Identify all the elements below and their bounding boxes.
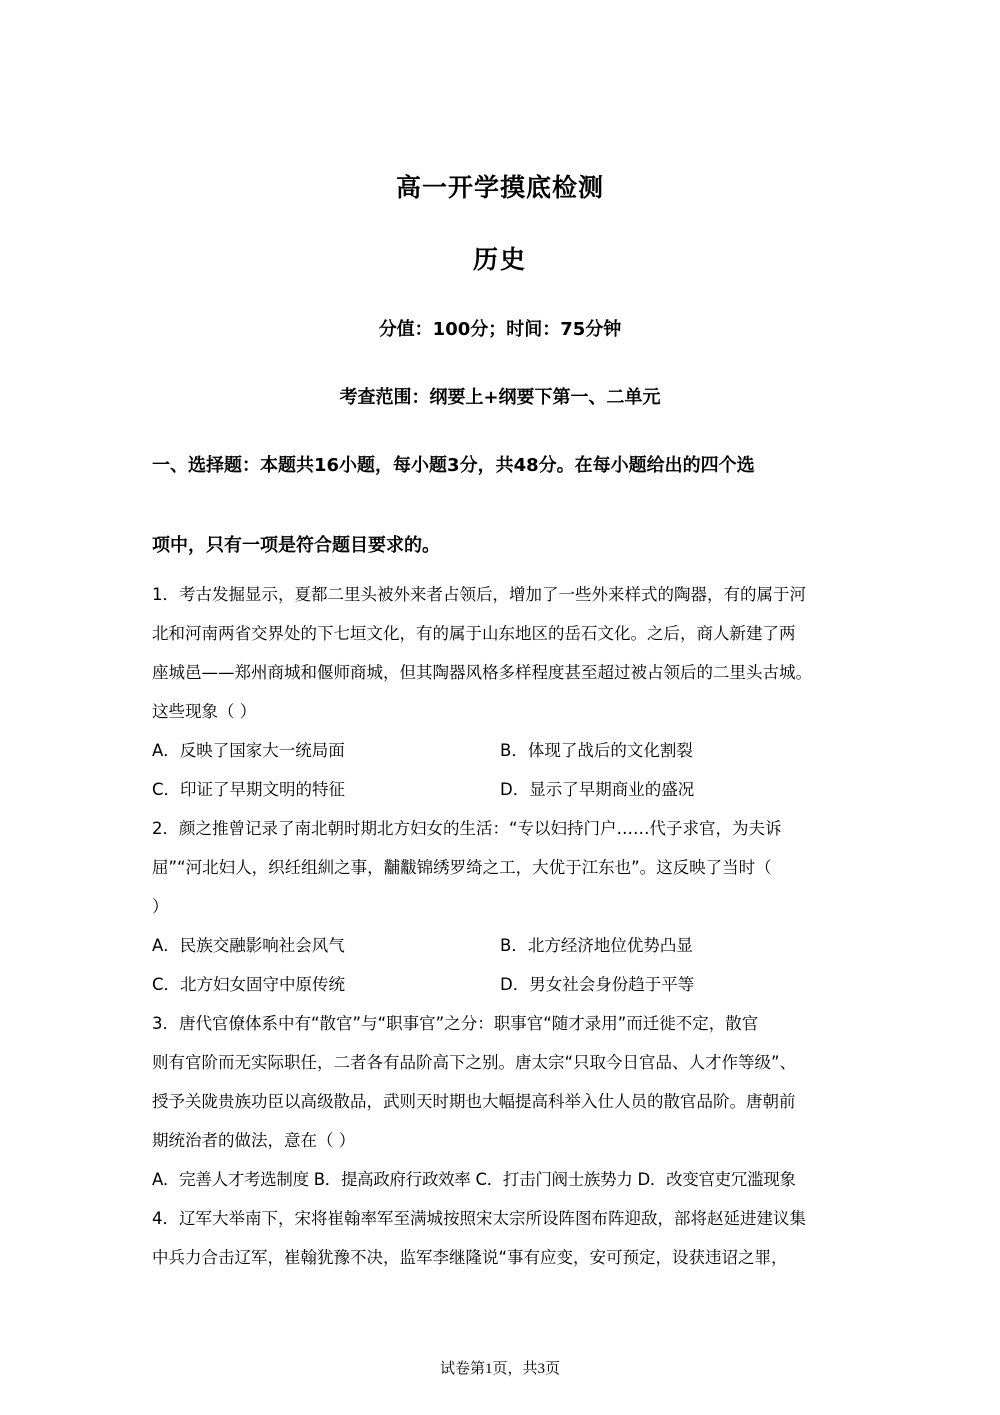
- q1-option-a: A．反映了国家大一统局面: [152, 741, 345, 760]
- q3-stem-line: 则有官阶而无实际职任，二者各有品阶高下之别。唐太宗“只取今日官品、人才作等级”、: [152, 1053, 797, 1072]
- exam-title: 高一开学摸底检测: [395, 173, 604, 202]
- q3-stem-line: 授予关陇贵族功臣以高级散品，武则天时期也大幅提高科举入仕人员的散官品阶。唐朝前: [152, 1092, 796, 1111]
- q1-stem-line: 座城邑——郑州商城和偃师商城，但其陶器风格多样程度甚至超过被占领后的二里头古城。: [152, 663, 812, 682]
- q2-option-d: D．男女社会身份趋于平等: [500, 975, 695, 994]
- q2-option-b: B．北方经济地位优势凸显: [500, 936, 693, 955]
- q4-stem-line: 4．辽军大举南下，宋将崔翰率军至满城按照宋太宗所设阵图布阵迎敌，部将赵延进建议集: [152, 1209, 806, 1228]
- q3-stem-line: 期统治者的做法，意在（ ）: [152, 1131, 356, 1150]
- score-time-info: 分值：100分；时间：75分钟: [378, 319, 622, 340]
- q2-stem-line: ）: [152, 897, 169, 916]
- q4-stem-line: 中兵力合击辽军，崔翰犹豫不决，监军李继隆说“事有应变，安可预定，设获违诏之罪，: [152, 1248, 788, 1267]
- q2-option-c: C．北方妇女固守中原传统: [152, 975, 346, 994]
- q1-stem-line: 北和河南两省交界处的下七垣文化，有的属于山东地区的岳石文化。之后，商人新建了两: [152, 624, 796, 643]
- q3-options: A．完善人才考选制度 B．提高政府行政效率 C．打击门阀士族势力 D．改变官吏冗滥现象: [152, 1170, 796, 1189]
- section-heading-line-2: 项中，只有一项是符合题目要求的。: [152, 535, 440, 556]
- q1-option-d: D．显示了早期商业的盛况: [500, 780, 695, 799]
- q1-option-c: C．印证了早期文明的特征: [152, 780, 346, 799]
- exam-scope: 考查范围：纲要上+纲要下第一、二单元: [339, 387, 661, 408]
- page-footer: 试卷第1页，共3页: [439, 1361, 560, 1377]
- q2-option-a: A．民族交融影响社会风气: [152, 936, 345, 955]
- subject-title: 历史: [472, 245, 527, 274]
- q2-stem-line: 屈”“河北妇人，织纴组紃之事，黼黻锦绣罗绮之工，大优于江东也”。这反映了当时（: [152, 858, 772, 877]
- q1-option-b: B．体现了战后的文化割裂: [500, 741, 693, 760]
- q3-stem-line: 3．唐代官僚体系中有“散官”与“职事官”之分：职事官“随才录用”而迁徙不定，散官: [152, 1014, 759, 1033]
- section-heading-line-1: 一、选择题：本题共16小题，每小题3分，共48分。在每小题给出的四个选: [152, 455, 755, 476]
- q1-stem-line: 1．考古发掘显示，夏都二里头被外来者占领后，增加了一些外来样式的陶器，有的属于河: [152, 585, 806, 604]
- q1-stem-line: 这些现象（ ）: [152, 702, 257, 721]
- q2-stem-line: 2．颜之推曾记录了南北朝时期北方妇女的生活：“专以妇持门户……代子求官，为夫诉: [152, 819, 782, 838]
